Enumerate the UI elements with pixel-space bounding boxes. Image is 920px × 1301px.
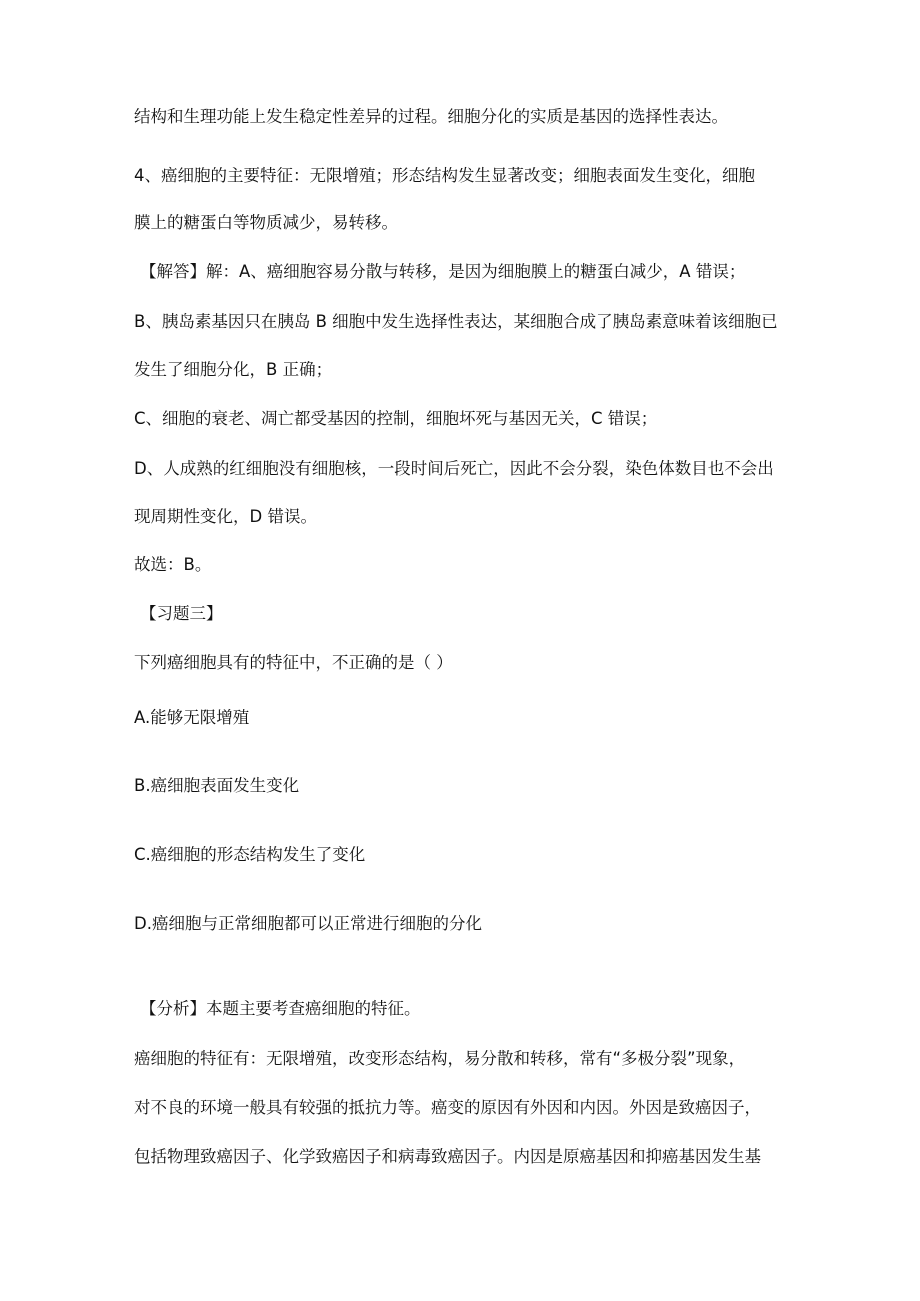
option-d-explanation: D、人成熟的红细胞没有细胞核，一段时间后死亡，因此不会分裂，染色体数目也不会出 [134, 459, 774, 478]
option-c-explanation: C、细胞的衰老、凋亡都受基因的控制，细胞坏死与基因无关，C 错误； [134, 409, 658, 428]
option-a: A.能够无限增殖 [134, 708, 250, 727]
text-line-2: 4、癌细胞的主要特征：无限增殖；形态结构发生显著改变；细胞表面发生变化，细胞 [134, 166, 755, 185]
text-line-1: 结构和生理功能上发生稳定性差异的过程。细胞分化的实质是基因的选择性表达。 [134, 107, 728, 126]
question-text: 下列癌细胞具有的特征中，不正确的是（ ） [134, 653, 453, 672]
analysis-heading: 【分析】本题主要考查癌细胞的特征。 [140, 999, 421, 1018]
option-b-explanation: B、胰岛素基因只在胰岛 B 细胞中发生选择性表达，某细胞合成了胰岛素意味着该细胞已 [134, 312, 778, 331]
analysis-text-2: 对不良的环境一般具有较强的抵抗力等。癌变的原因有外因和内因。外因是致癌因子， [134, 1098, 761, 1117]
option-b-explanation-cont: 发生了细胞分化，B 正确； [134, 360, 333, 379]
analysis-text-1: 癌细胞的特征有：无限增殖，改变形态结构，易分散和转移，常有“多极分裂”现象， [134, 1049, 746, 1068]
option-b: B.癌细胞表面发生变化 [134, 776, 300, 795]
analysis-text-3: 包括物理致癌因子、化学致癌因子和病毒致癌因子。内因是原癌基因和抑癌基因发生基 [134, 1147, 761, 1166]
text-line-3: 膜上的糖蛋白等物质减少，易转移。 [134, 213, 398, 232]
option-d: D.癌细胞与正常细胞都可以正常进行细胞的分化 [134, 914, 482, 933]
option-c: C.癌细胞的形态结构发生了变化 [134, 845, 366, 864]
exercise-heading: 【习题三】 [140, 604, 223, 623]
option-d-explanation-cont: 现周期性变化，D 错误。 [134, 507, 317, 526]
answer-line: 故选：B。 [134, 555, 212, 574]
solution-heading: 【解答】解：A、癌细胞容易分散与转移，是因为细胞膜上的糖蛋白减少，A 错误； [140, 262, 746, 281]
